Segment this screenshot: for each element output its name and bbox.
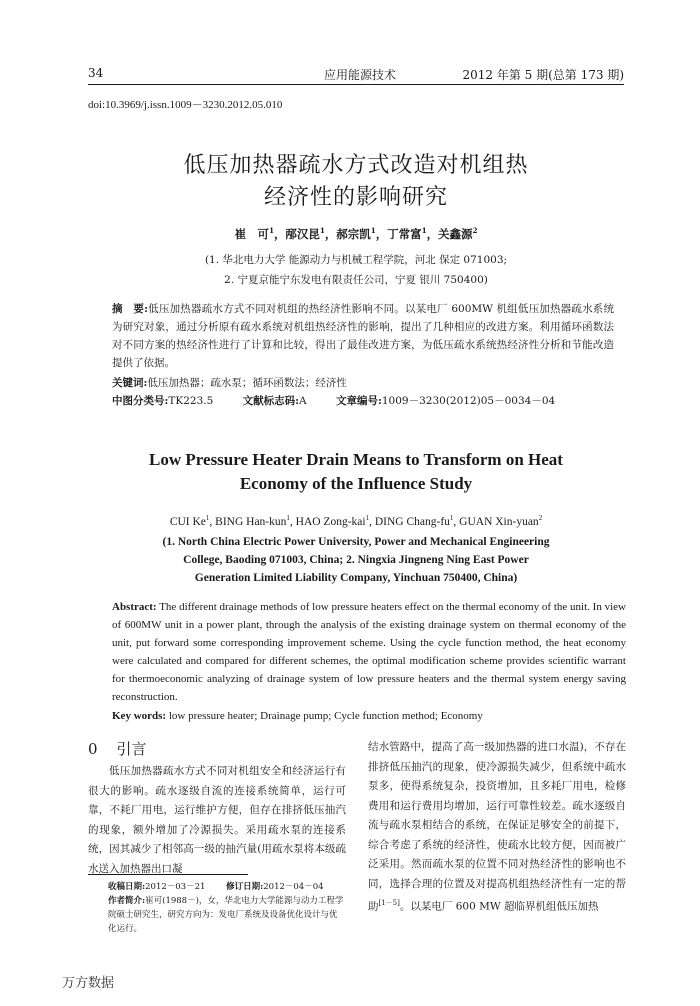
author-3-sup: 1 [370,226,376,236]
author-4: ，丁常富 [375,227,422,241]
keywords-cn-text: 低压加热器；疏水泵；循环函数法；经济性 [147,377,347,389]
affiliation-en-3: Generation Limited Liability Company, Yinchuan 750400, China) [194,572,518,584]
section-title: 引言 [116,740,147,758]
abstract-en-label: Abstract: [112,601,157,613]
author-en-4-sup: 1 [449,514,454,522]
keywords-cn-label: 关键词: [112,377,148,389]
keywords-en [112,707,626,725]
author-en-3-sup: 1 [365,514,370,522]
author-1-sup: 1 [269,226,274,236]
author-2: ，邴汉昆 [273,227,320,241]
author-en-5-sup: 2 [538,514,543,522]
author-en-1: CUI Ke [169,515,206,528]
affiliation-cn-1: (1. 华北电力大学 能源动力与机械工程学院，河北 保定 071003; [204,254,508,266]
title-cn-line1: 低压加热器疏水方式改造对机组热 [183,153,529,178]
body-right-text-b: 。以某电厂 600 MW 超临界机组低压加热 [399,900,599,913]
bio-text: 崔可(1988－)，女，华北电力大学能源与动力工程学院硕士研究生，研究方向为：发电厂系统及设备优化设计与优化运行。 [108,896,344,934]
page-number: 34 [88,66,104,80]
abstract-cn-text: 低压加热器疏水方式不同对机组的热经济性影响不同。以某电厂 600MW 机组低压加热器疏水系统为研究对象，通过分析原有疏水系统对机组热经济性的影响，提出了几种相应的改进方案。利用循环函数法对不同方案的热经济性进行了计算和比较，得出了最佳改进方案，为低压疏水系统热经济性分析和节能改造提供了依据。 [112,303,614,369]
author-5-sup: 2 [472,226,478,236]
author-en-2-sup: 1 [286,514,290,522]
authors-cn [88,226,624,242]
authors-en [88,514,624,528]
doi: doi:10.3969/j.issn.1009－3230.2012.05.010 [88,99,283,111]
article-label: 文章编号: [335,395,382,407]
author-4-sup: 1 [421,226,427,236]
article-value: 1009－3230(2012)05－0034－04 [381,395,556,407]
classification-line [112,392,614,410]
keywords-cn [112,374,614,392]
body-right-ref: [1－5] [378,899,400,907]
clc-value: TK223.5 [168,395,214,407]
abstract-en-text: The different drainage methods of low pressure heaters effect on the thermal economy of the unit. In view of 600MW unit in a power plant, through the analysis of the existing drainage system on thermal economy of the unit, put forward some corresponding improvement scheme. Using the cycle function method, the heat economy were calculated and compared for different schemes, the optimal modification scheme provides scientific warrant for thermoeconomic analyzing of drainage system of low pressure heaters and the thermal system energy saving reconstruction. [112,601,626,703]
body-right-column [368,738,626,917]
watermark: 万方数据 [62,976,115,991]
section-heading [88,738,146,759]
title-en-line2: Economy of the Influence Study [239,474,473,493]
abstract-cn [112,300,614,372]
keywords-en-label: Key words: [112,710,167,722]
author-en-4: , DING Chang-fu [369,515,450,528]
footnote-rule [88,874,248,875]
author-1: 崔 可 [234,227,270,241]
affiliation-en-1: (1. North China Electric Power University, Power and Mechanical Engineering [162,536,550,548]
doc-value: A [299,395,307,407]
bio-label: 作者简介: [108,896,146,906]
author-en-1-sup: 1 [205,514,210,522]
body-right-text-a: 结水管路中，提高了高一级加热器的进口水温)，不存在排挤低压抽汽的现象，使冷源损失减少，但系统中疏水泵多，使得系统复杂，投资增加，且多耗厂用电，检修费用和运行费用均增加，运行可靠性较差。疏水逐级自流与疏水泵相结合的系统，在保证足够安全的前提下，综合考虑了系统的经济性，使疏水比较方便，因而被广泛采用。然而疏水泵的位置不同对热经济性的影响也不同，选择合理的位置及对提高机组热经济性有一定的帮助 [368,741,626,913]
section-number: 0 [88,740,98,758]
header-rule [88,84,624,85]
author-en-2: , BING Han-kun [209,515,287,528]
body-left-column: 低压加热器疏水方式不同对机组安全和经济运行有很大的影响。疏水逐级自流的连接系统简单，运行可靠，不耗厂用电，运行维护方便，但存在排挤低压抽汽的现象，额外增加了冷源损失。采用疏水泵的连接系统，因其减少了相邻高一级的抽汽量(用疏水泵将本级疏水送入加热器出口凝 [88,765,346,875]
keywords-en-text: low pressure heater; Drainage pump; Cycle function method; Economy [168,710,483,722]
author-en-3: , HAO Zong-kai [289,515,366,528]
author-2-sup: 1 [319,226,325,236]
affiliation-cn-2: 2. 宁夏京能宁东发电有限责任公司，宁夏 银川 750400) [224,274,488,286]
doc-label: 文献标志码: [242,395,300,407]
title-en-line1: Low Pressure Heater Drain Means to Transform on Heat [149,450,563,469]
author-en-5: , GUAN Xin-yuan [453,515,539,528]
clc-label: 中图分类号: [112,395,169,407]
footnote [108,880,344,936]
abstract-en [112,598,626,706]
received-label: 收稿日期: [108,882,146,892]
issue-info: 2012 年第 5 期(总第 173 期) [462,68,624,82]
author-3: ，郝宗凯 [324,227,371,241]
author-5: ，关鑫源 [426,227,473,241]
revised-label: 修订日期: [226,882,264,892]
received-date: 2012－03－21 [145,882,206,892]
revised-date: 2012－04－04 [263,882,324,892]
affiliation-en-2: College, Baoding 071003, China; 2. Ningxia Jingneng Ning East Power [183,554,529,566]
abstract-cn-label: 摘 要: [112,303,148,315]
title-cn-line2: 经济性的影响研究 [263,185,448,210]
journal-name: 应用能源技术 [323,68,396,82]
